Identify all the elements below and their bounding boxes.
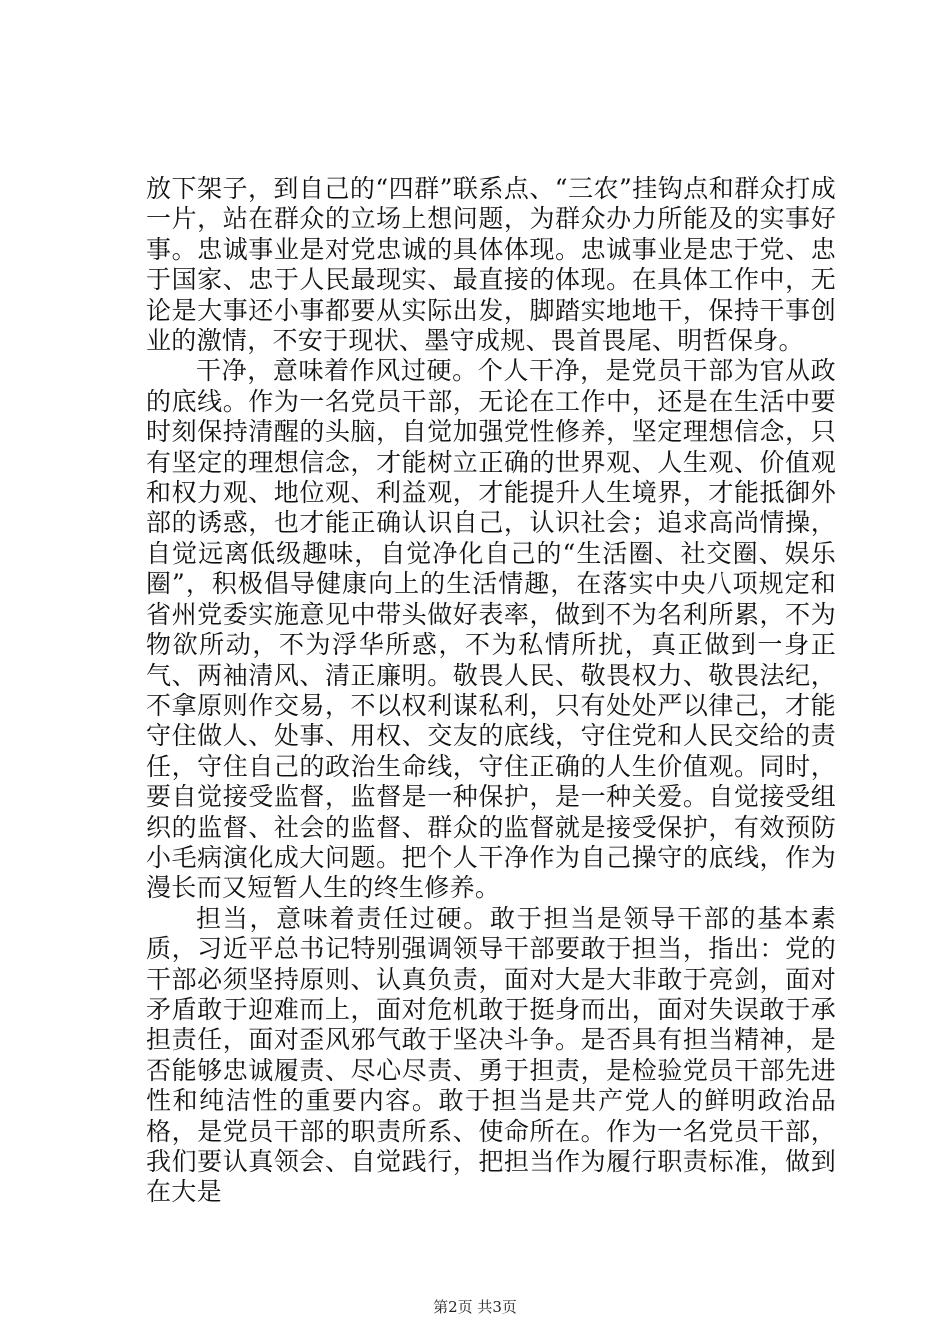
paragraph-clean: 干净，意味着作风过硬。个人干净，是党员干部为官从政的底线。作为一名党员干部，无论在工作中，还是在生活中要时刻保持清醒的头脑，自觉加强党性修养，坚定理想信念，只有坚定的理想信念，才能树立正确的世界观、人生观、价值观和权力观、地位观、利益观，才能提升人生境界，才能抵御外部的诱惑，也才能正确认识自己，认识社会；追求高尚情操，自觉远离低级趣味，自觉净化自己的“生活圈、社交圈、娱乐圈”，积极倡导健康向上的生活情趣，在落实中央八项规定和省州党委实施意见中带头做好表率，做到不为名利所累，不为物欲所动，不为浮华所惑，不为私情所扰，真正做到一身正气、两袖清风、清正廉明。敬畏人民、敬畏权力、敬畏法纪，不拿原则作交易，不以权利谋私利，只有处处严以律己，才能守住做人、处事、用权、交友的底线，守住党和人民交给的责任，守住自己的政治生命线，守住正确的人生价值观。同时，要自觉接受监督，监督是一种保护，是一种关爱。自觉接受组织的监督、社会的监督、群众的监督就是接受保护，有效预防小毛病演化成大问题。把个人干净作为自己操守的底线，作为漫长而又短暂人生的终生修养。 (146, 356, 836, 903)
body-text (146, 174, 836, 1208)
page-number-footer: 第2页 共3页 (433, 1298, 517, 1316)
paragraph-continued: 放下架子，到自己的“四群”联系点、“三农”挂钩点和群众打成一片，站在群众的立场上想问题，为群众办力所能及的实事好事。忠诚事业是对党忠诚的具体体现。忠诚事业是忠于党、忠于国家、忠于人民最现实、最直接的体现。在具体工作中，无论是大事还小事都要从实际出发，脚踏实地地干，保持干事创业的激情，不安于现状、墨守成规、畏首畏尾、明哲保身。 (146, 174, 836, 356)
paragraph-responsibility: 担当，意味着责任过硬。敢于担当是领导干部的基本素质，习近平总书记特别强调领导干部要敢于担当，指出：党的干部必须坚持原则、认真负责，面对大是大非敢于亮剑，面对矛盾敢于迎难而上，面对危机敢于挺身而出，面对失误敢于承担责任，面对歪风邪气敢于坚决斗争。是否具有担当精神，是否能够忠诚履责、尽心尽责、勇于担责，是检验党员干部先进性和纯洁性的重要内容。敢于担当是共产党人的鲜明政治品格，是党员干部的职责所系、使命所在。作为一名党员干部，我们要认真领会、自觉践行，把担当作为履行职责标准，做到在大是 (146, 903, 836, 1207)
